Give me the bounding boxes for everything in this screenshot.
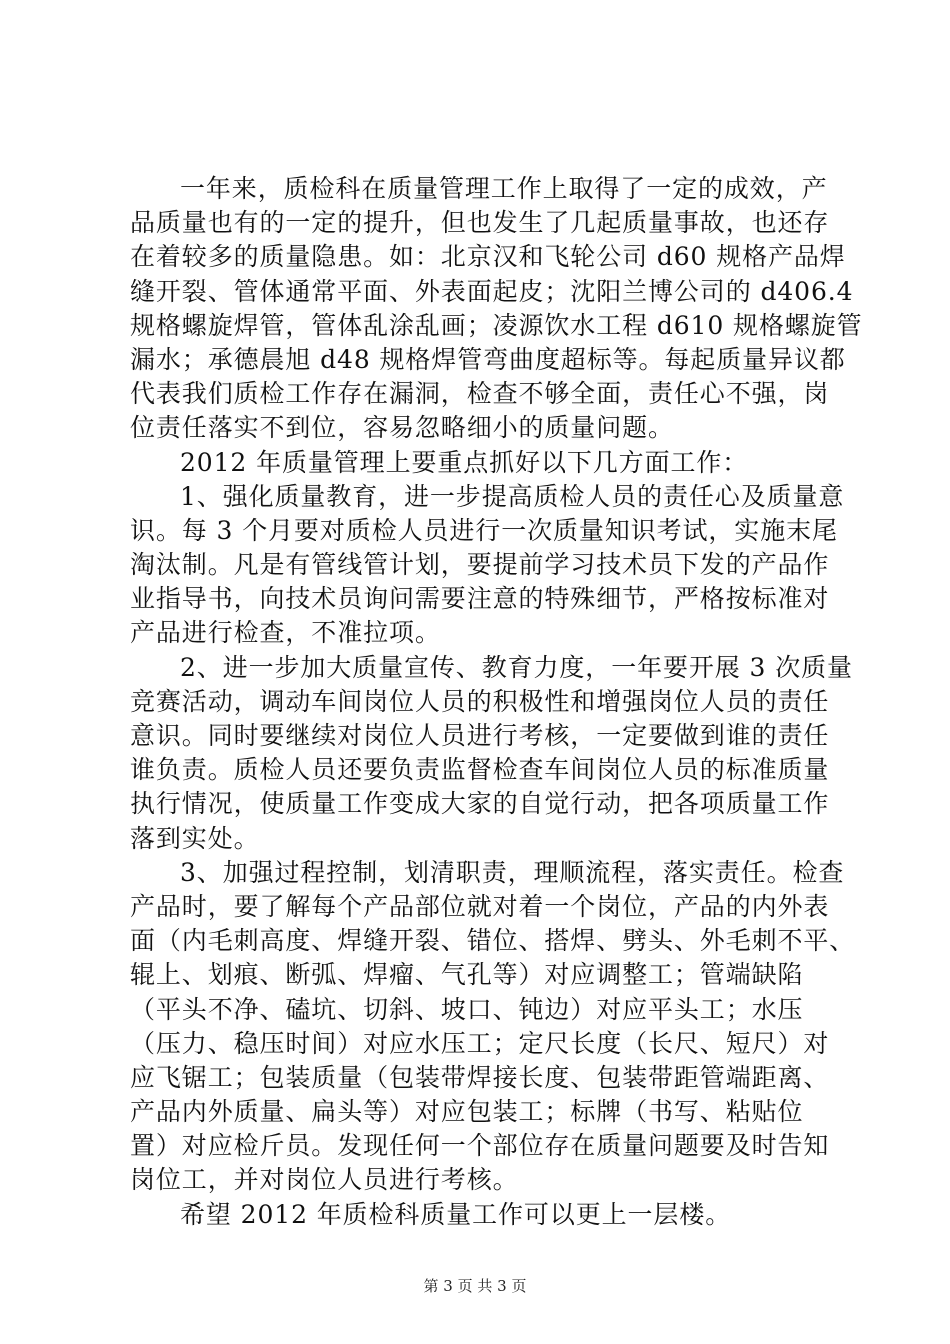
paragraph-4-line-3: 意识。同时要继续对岗位人员进行考核，一定要做到谁的责任 (130, 721, 830, 750)
paragraph-1-line-7: 代表我们质检工作存在漏洞，检查不够全面，责任心不强，岗 (130, 379, 830, 409)
paragraph-5-line-8: 产品内外质量、扁头等）对应包装工；标牌（书写、粘贴位 (130, 1097, 804, 1127)
paragraph-5-line-2: 产品时，要了解每个产品部位就对着一个岗位，产品的内外表 (130, 891, 830, 921)
paragraph-5-line-5: （平头不净、磕坑、切斜、坡口、钝边）对应平头工；水压 (130, 994, 804, 1024)
paragraph-4-line-5: 执行情况，使质量工作变成大家的自觉行动，把各项质量工作 (130, 789, 830, 819)
paragraph-3-line-1: 1、强化质量教育，进一步提高质检人员的责任心及质量意 (180, 481, 845, 511)
paragraph-4-line-6: 落到实处。 (130, 823, 260, 853)
paragraph-3-line-2: 识。每 3 个月要对质检人员进行一次质量知识考试，实施末尾 (130, 515, 838, 545)
paragraph-5-line-10: 岗位工，并对岗位人员进行考核。 (130, 1165, 519, 1195)
paragraph-1-line-4: 缝开裂、管体通常平面、外表面起皮；沈阳兰博公司的 d406.4 (130, 276, 854, 306)
paragraph-1-line-6: 漏水；承德晨旭 d48 规格焊管弯曲度超标等。每起质量异议都 (130, 344, 846, 374)
paragraph-1-line-2: 品质量也有的一定的提升，但也发生了几起质量事故，也还存 (130, 208, 830, 238)
paragraph-5-line-9: 置）对应检斤员。发现任何一个部位存在质量问题要及时告知 (130, 1131, 830, 1161)
document-body (130, 172, 863, 1232)
paragraph-3-line-4: 业指导书，向技术员询问需要注意的特殊细节，严格按标准对 (130, 584, 830, 614)
paragraph-1-line-5: 规格螺旋焊管，管体乱涂乱画；凌源饮水工程 d610 规格螺旋管 (130, 310, 863, 340)
paragraph-5-line-3: 面（内毛刺高度、焊缝开裂、错位、搭焊、劈头、外毛刺不平、 (130, 926, 856, 956)
paragraph-6-line-1: 希望 2012 年质检科质量工作可以更上一层楼。 (180, 1199, 732, 1229)
paragraph-3-line-3: 淘汰制。凡是有管线管计划，要提前学习技术员下发的产品作 (130, 550, 830, 580)
paragraph-4-line-1: 2、进一步加大质量宣传、教育力度，一年要开展 3 次质量 (180, 652, 853, 682)
paragraph-2-line-1: 2012 年质量管理上要重点抓好以下几方面工作： (180, 447, 749, 477)
paragraph-5-line-6: （压力、稳压时间）对应水压工；定尺长度（长尺、短尺）对 (130, 1028, 830, 1058)
page-number-footer: 第 3 页 共 3 页 (423, 1277, 527, 1295)
paragraph-5-line-4: 辊上、划痕、断弧、焊瘤、气孔等）对应调整工；管端缺陷 (130, 960, 804, 990)
paragraph-5-line-1: 3、加强过程控制，划清职责，理顺流程，落实责任。检查 (180, 857, 845, 887)
paragraph-1-line-8: 位责任落实不到位，容易忽略细小的质量问题。 (130, 413, 674, 443)
paragraph-4-line-4: 谁负责。质检人员还要负责监督检查车间岗位人员的标准质量 (130, 755, 830, 785)
paragraph-4-line-2: 竞赛活动，调动车间岗位人员的积极性和增强岗位人员的责任 (130, 686, 830, 716)
paragraph-1-line-3: 在着较多的质量隐患。如：北京汉和飞轮公司 d60 规格产品焊 (130, 242, 846, 272)
paragraph-1-line-1: 一年来，质检科在质量管理工作上取得了一定的成效，产 (180, 174, 828, 203)
paragraph-3-line-5: 产品进行检查，不准拉项。 (130, 618, 441, 648)
paragraph-5-line-7: 应飞锯工；包装质量（包装带焊接长度、包装带距管端距离、 (130, 1062, 830, 1092)
